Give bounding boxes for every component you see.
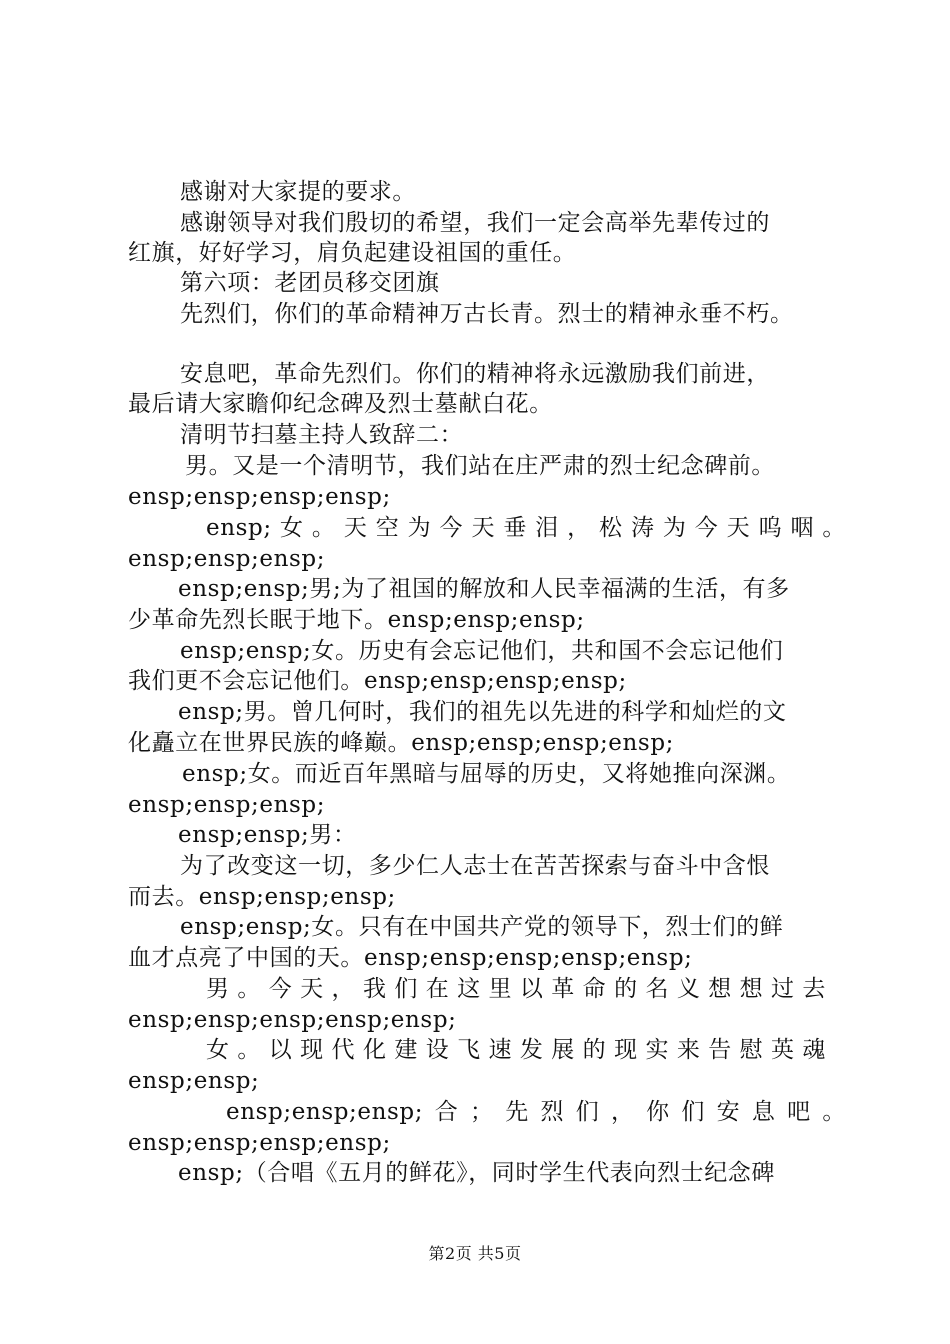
paragraph-line: ensp;（合唱《五月的鲜花》，同时学生代表向烈士纪念碑 bbox=[178, 1160, 775, 1186]
paragraph-line: ensp;ensp;男： bbox=[178, 822, 357, 848]
paragraph-line: 男。又是一个清明节，我们站在庄严肃的烈士纪念碑前。 bbox=[185, 453, 775, 479]
paragraph-line: 少革命先烈长眠于地下。ensp;ensp;ensp; bbox=[128, 607, 585, 633]
paragraph-line: ensp;ensp;ensp;合；先烈们，你们安息吧。 bbox=[226, 1099, 846, 1125]
paragraph-line: ensp;ensp; bbox=[128, 1068, 260, 1094]
paragraph-line: ensp;男。曾几何时，我们的祖先以先进的科学和灿烂的文 bbox=[178, 699, 787, 725]
paragraph-line: ensp;ensp;ensp;ensp; bbox=[128, 1130, 391, 1156]
paragraph-line: ensp;ensp;ensp; bbox=[128, 546, 326, 572]
paragraph-line: 红旗，好好学习，肩负起建设祖国的重任。 bbox=[128, 240, 577, 266]
paragraph-line: ensp;女。天空为今天垂泪，松涛为今天呜咽。 bbox=[206, 515, 846, 541]
paragraph-line: 安息吧，革命先烈们。你们的精神将永远激励我们前进， bbox=[180, 361, 770, 387]
paragraph-line: 血才点亮了中国的天。ensp;ensp;ensp;ensp;ensp; bbox=[128, 945, 693, 971]
paragraph-line: ensp;ensp;ensp;ensp;ensp; bbox=[128, 1007, 457, 1033]
paragraph-line: 男。今天，我们在这里以革命的名义想想过去 bbox=[206, 976, 826, 1002]
paragraph-line: ensp;ensp;ensp;ensp; bbox=[128, 484, 391, 510]
paragraph-line: 最后请大家瞻仰纪念碑及烈士墓献白花。 bbox=[128, 391, 553, 417]
paragraph-line: ensp;女。而近百年黑暗与屈辱的历史，又将她推向深渊。 bbox=[182, 761, 791, 787]
paragraph-line: 感谢对大家提的要求。 bbox=[180, 179, 416, 205]
section-heading: 清明节扫墓主持人致辞二： bbox=[180, 422, 464, 448]
paragraph-line: 为了改变这一切，多少仁人志士在苦苦探索与奋斗中含恨 bbox=[180, 853, 770, 879]
section-heading: 第六项：老团员移交团旗 bbox=[180, 270, 440, 296]
paragraph-line: 先烈们，你们的革命精神万古长青。烈士的精神永垂不朽。 bbox=[180, 301, 794, 327]
paragraph-line: 而去。ensp;ensp;ensp; bbox=[128, 884, 396, 910]
paragraph-line: ensp;ensp;女。历史有会忘记他们，共和国不会忘记他们 bbox=[180, 638, 784, 664]
paragraph-line: 我们更不会忘记他们。ensp;ensp;ensp;ensp; bbox=[128, 668, 627, 694]
paragraph-line: 感谢领导对我们殷切的希望，我们一定会高举先辈传过的 bbox=[180, 210, 770, 236]
paragraph-line: 化矗立在世界民族的峰巅。ensp;ensp;ensp;ensp; bbox=[128, 730, 674, 756]
paragraph-line: ensp;ensp;女。只有在中国共产党的领导下，烈士们的鲜 bbox=[180, 914, 784, 940]
page-number-footer: 第2页 共5页 bbox=[428, 1244, 522, 1263]
paragraph-line: ensp;ensp;男;为了祖国的解放和人民幸福满的生活，有多 bbox=[178, 576, 790, 602]
paragraph-line: ensp;ensp;ensp; bbox=[128, 792, 326, 818]
paragraph-line: 女。以现代化建设飞速发展的现实来告慰英魂 bbox=[206, 1037, 826, 1063]
